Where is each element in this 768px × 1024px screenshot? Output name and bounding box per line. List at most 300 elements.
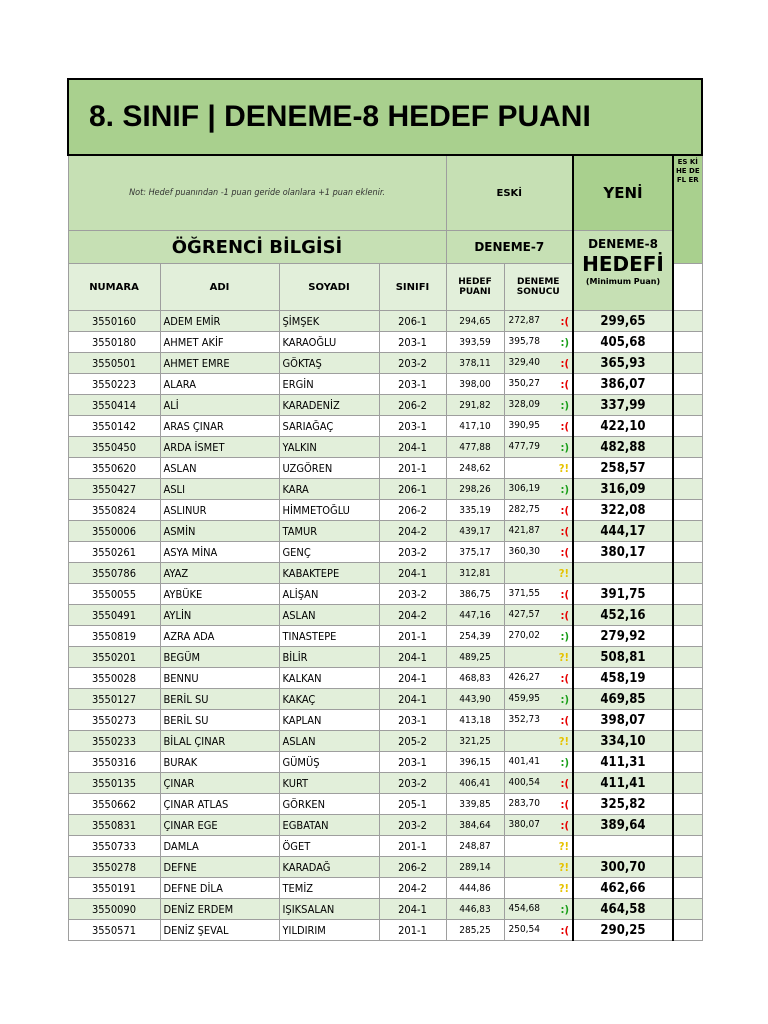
deneme-sonucu-cell [504,332,573,353]
sinifi-cell: 204-1 [379,668,446,689]
soyadi-cell: GÜMÜŞ [279,752,379,773]
eski-hedef-cell [673,332,702,353]
deneme7-header: DENEME-7 [446,231,573,264]
blank-cell [673,264,702,311]
happy-face-icon: :) [560,482,569,496]
yeni-header: YENİ [573,155,673,231]
deneme8-hedef-cell: 464,58 [573,899,673,920]
col-header-sinifi: SINIFI [379,264,446,311]
col-header-hedef-puani: HEDEF PUANI [446,264,504,311]
deneme-sonucu-value: 459,95 [508,692,540,704]
eski-hedef-cell [673,521,702,542]
deneme-sonucu-value: 329,40 [508,356,540,368]
adi-cell: BERİL SU [160,710,279,731]
deneme8-hedef-cell: 389,64 [573,815,673,836]
adi-cell: AYAZ [160,563,279,584]
hedef-puani-cell: 406,41 [446,773,504,794]
soyadi-cell: TEMİZ [279,878,379,899]
sinifi-cell: 203-1 [379,752,446,773]
numara-cell: 3550127 [68,689,160,710]
deneme-sonucu-value: 427,57 [508,608,540,620]
soyadi-cell: KARADENİZ [279,395,379,416]
sinifi-cell: 203-2 [379,773,446,794]
deneme-sonucu-cell [504,605,573,626]
soyadi-cell: KARAOĞLU [279,332,379,353]
sinifi-cell: 204-1 [379,899,446,920]
eski-hedef-cell [673,773,702,794]
adi-cell: AHMET AKİF [160,332,279,353]
hedef-puani-cell: 248,87 [446,836,504,857]
table-row [68,689,702,710]
sad-face-icon: :( [560,608,569,622]
adi-cell: ASYA MİNA [160,542,279,563]
eski-hedef-cell [673,647,702,668]
sad-face-icon: :( [560,776,569,790]
deneme-sonucu-cell [504,836,573,857]
table-row [68,584,702,605]
unknown-status-icon: ?! [558,461,569,475]
table-row [68,416,702,437]
table-row [68,605,702,626]
happy-face-icon: :) [560,440,569,454]
happy-face-icon: :) [560,629,569,643]
table-row [68,857,702,878]
deneme-sonucu-cell [504,794,573,815]
numara-cell: 3550316 [68,752,160,773]
deneme-sonucu-cell [504,395,573,416]
sinifi-cell: 201-1 [379,626,446,647]
soyadi-cell: KARA [279,479,379,500]
deneme-sonucu-cell [504,521,573,542]
deneme-sonucu-cell [504,458,573,479]
sad-face-icon: :( [560,503,569,517]
table-row [68,563,702,584]
sinifi-cell: 203-2 [379,815,446,836]
sinifi-cell: 203-1 [379,710,446,731]
eski-header: ESKİ [446,155,573,231]
deneme8-hedef-cell: 334,10 [573,731,673,752]
hedef-title: HEDEFİ [582,252,664,276]
deneme-sonucu-value: 454,68 [508,902,540,914]
deneme-sonucu-cell [504,920,573,941]
eski-hedef-cell [673,500,702,521]
deneme-sonucu-value: 283,70 [508,797,540,809]
adi-cell: ADEM EMİR [160,311,279,332]
numara-cell: 3550662 [68,794,160,815]
numara-cell: 3550491 [68,605,160,626]
deneme8-hedef-cell: 279,92 [573,626,673,647]
happy-face-icon: :) [560,755,569,769]
soyadi-cell: HİMMETOĞLU [279,500,379,521]
eski-hedef-cell [673,458,702,479]
deneme8-hedef-cell: 411,31 [573,752,673,773]
hedef-puani-cell: 477,88 [446,437,504,458]
deneme-sonucu-cell [504,353,573,374]
deneme-sonucu-value: 426,27 [508,671,540,683]
deneme8-hedef-cell: 300,70 [573,857,673,878]
eski-hedef-cell [673,353,702,374]
hedef-puani-cell: 254,39 [446,626,504,647]
soyadi-cell: KARADAĞ [279,857,379,878]
numara-cell: 3550824 [68,500,160,521]
deneme8-hedef-cell: 444,17 [573,521,673,542]
deneme-sonucu-cell [504,311,573,332]
eski-hedef-cell [673,311,702,332]
deneme-sonucu-cell [504,479,573,500]
adi-cell: ÇINAR EGE [160,815,279,836]
sinifi-cell: 201-1 [379,458,446,479]
deneme-sonucu-value: 395,78 [508,335,540,347]
table-row [68,332,702,353]
deneme-sonucu-value: 380,07 [508,818,540,830]
sad-face-icon: :( [560,818,569,832]
sinifi-cell: 204-2 [379,605,446,626]
deneme-sonucu-cell [504,857,573,878]
table-row [68,311,702,332]
numara-cell: 3550501 [68,353,160,374]
deneme-sonucu-value: 477,79 [508,440,540,452]
eski-hedef-cell [673,899,702,920]
soyadi-cell: GÖKTAŞ [279,353,379,374]
table-row [68,668,702,689]
hedef-puani-cell: 444,86 [446,878,504,899]
hedef-puani-cell: 443,90 [446,689,504,710]
soyadi-cell: TINASTEPE [279,626,379,647]
deneme-sonucu-value: 352,73 [508,713,540,725]
adi-cell: ASLINUR [160,500,279,521]
numara-cell: 3550180 [68,332,160,353]
deneme-sonucu-value: 270,02 [508,629,540,641]
table-row [68,878,702,899]
sinifi-cell: 204-2 [379,878,446,899]
happy-face-icon: :) [560,902,569,916]
deneme-sonucu-cell [504,437,573,458]
deneme-sonucu-cell [504,584,573,605]
deneme-sonucu-value: 282,75 [508,503,540,515]
deneme8-hedef-cell: 458,19 [573,668,673,689]
numara-cell: 3550160 [68,311,160,332]
deneme-sonucu-cell [504,500,573,521]
deneme8-hedef-cell: 452,16 [573,605,673,626]
adi-cell: AZRA ADA [160,626,279,647]
table-row [68,374,702,395]
deneme-sonucu-cell [504,773,573,794]
table-row [68,479,702,500]
eski-hedef-cell [673,395,702,416]
numara-cell: 3550201 [68,647,160,668]
soyadi-cell: ÖGET [279,836,379,857]
deneme-sonucu-cell [504,878,573,899]
hedef-puani-cell: 447,16 [446,605,504,626]
table-row [68,353,702,374]
page-title: 8. SINIF | DENEME-8 HEDEF PUANI [68,79,702,155]
sinifi-cell: 204-1 [379,437,446,458]
table-row [68,773,702,794]
sinifi-cell: 204-2 [379,521,446,542]
soyadi-cell: ŞİMŞEK [279,311,379,332]
eski-hedef-cell [673,920,702,941]
eski-hedef-cell [673,857,702,878]
table-row [68,500,702,521]
hedef-puani-cell: 298,26 [446,479,504,500]
sinifi-cell: 204-1 [379,563,446,584]
hedef-puani-cell: 439,17 [446,521,504,542]
deneme-sonucu-value: 306,19 [508,482,540,494]
table-row [68,731,702,752]
deneme8-hedef-cell: 299,65 [573,311,673,332]
unknown-status-icon: ?! [558,566,569,580]
numara-cell: 3550831 [68,815,160,836]
hedef-puani-cell: 384,64 [446,815,504,836]
soyadi-cell: GÖRKEN [279,794,379,815]
hedef-puani-cell: 291,82 [446,395,504,416]
sinifi-cell: 203-2 [379,353,446,374]
numara-cell: 3550006 [68,521,160,542]
unknown-status-icon: ?! [558,881,569,895]
hedef-puani-cell: 386,75 [446,584,504,605]
soyadi-cell: BİLİR [279,647,379,668]
col-header-adi: ADI [160,264,279,311]
hedef-puani-cell: 321,25 [446,731,504,752]
unknown-status-icon: ?! [558,860,569,874]
eski-hedef-cell [673,689,702,710]
hedef-puani-cell: 285,25 [446,920,504,941]
sad-face-icon: :( [560,587,569,601]
deneme-sonucu-cell [504,710,573,731]
deneme-sonucu-cell [504,689,573,710]
deneme8-hedef-cell: 322,08 [573,500,673,521]
hedef-puani-cell: 248,62 [446,458,504,479]
eski-hedef-cell [673,584,702,605]
numara-cell: 3550142 [68,416,160,437]
numara-cell: 3550733 [68,836,160,857]
numara-cell: 3550571 [68,920,160,941]
numara-cell: 3550819 [68,626,160,647]
eski-hedef-cell [673,626,702,647]
table-row [68,794,702,815]
deneme-sonucu-cell [504,668,573,689]
eski-hedef-cell [673,815,702,836]
deneme-sonucu-cell [504,899,573,920]
col-header-deneme-sonucu: DENEME SONUCU [504,264,573,311]
numara-cell: 3550278 [68,857,160,878]
table-row [68,647,702,668]
deneme8-hedef-cell: 380,17 [573,542,673,563]
sinifi-cell: 206-1 [379,311,446,332]
deneme-sonucu-value: 328,09 [508,398,540,410]
table-row [68,836,702,857]
deneme8-hedef-cell: 482,88 [573,437,673,458]
sinifi-cell: 204-1 [379,689,446,710]
soyadi-cell: UZGÖREN [279,458,379,479]
sinifi-cell: 205-1 [379,794,446,815]
sinifi-cell: 205-2 [379,731,446,752]
deneme8-hedef-cell: 290,25 [573,920,673,941]
col-header-soyadi: SOYADI [279,264,379,311]
soyadi-cell: TAMUR [279,521,379,542]
deneme8-title: DENEME-8 [588,237,658,251]
sinifi-cell: 203-1 [379,332,446,353]
table-row [68,395,702,416]
table-row [68,626,702,647]
deneme-sonucu-cell [504,731,573,752]
sad-face-icon: :( [560,356,569,370]
deneme-sonucu-cell [504,542,573,563]
hedef-puani-cell: 413,18 [446,710,504,731]
deneme-sonucu-value: 250,54 [508,923,540,935]
sinifi-cell: 203-2 [379,542,446,563]
adi-cell: BEGÜM [160,647,279,668]
soyadi-cell: KAPLAN [279,710,379,731]
deneme8-hedef-cell: 316,09 [573,479,673,500]
soyadi-cell: YALKIN [279,437,379,458]
numara-cell: 3550191 [68,878,160,899]
soyadi-cell: YILDIRIM [279,920,379,941]
table-row [68,710,702,731]
deneme8-hedef-cell: 422,10 [573,416,673,437]
table-row [68,521,702,542]
numara-cell: 3550223 [68,374,160,395]
adi-cell: ALİ [160,395,279,416]
deneme-sonucu-value: 350,27 [508,377,540,389]
student-info-header: ÖĞRENCİ BİLGİSİ [68,231,446,264]
adi-cell: AHMET EMRE [160,353,279,374]
soyadi-cell: IŞIKSALAN [279,899,379,920]
sinifi-cell: 201-1 [379,836,446,857]
sad-face-icon: :( [560,671,569,685]
eski-hedef-cell [673,836,702,857]
soyadi-cell: KABAKTEPE [279,563,379,584]
soyadi-cell: KALKAN [279,668,379,689]
deneme-sonucu-value: 272,87 [508,314,540,326]
unknown-status-icon: ?! [558,734,569,748]
hedef-puani-cell: 339,85 [446,794,504,815]
deneme8-hedef-cell: 337,99 [573,395,673,416]
adi-cell: AYBÜKE [160,584,279,605]
numara-cell: 3550135 [68,773,160,794]
hedef-puani-cell: 312,81 [446,563,504,584]
adi-cell: AYLİN [160,605,279,626]
deneme-sonucu-value: 371,55 [508,587,540,599]
eski-hedef-cell [673,542,702,563]
numara-cell: 3550414 [68,395,160,416]
deneme8-hedef-cell: 386,07 [573,374,673,395]
note-text: Not: Hedef puanından -1 puan geride olanlara +1 puan eklenir. [68,155,446,231]
adi-cell: ALARA [160,374,279,395]
sad-face-icon: :( [560,545,569,559]
eski-hedef-cell [673,479,702,500]
happy-face-icon: :) [560,398,569,412]
table-row [68,437,702,458]
target-score-table [67,78,703,941]
numara-cell: 3550090 [68,899,160,920]
deneme-sonucu-value: 390,95 [508,419,540,431]
adi-cell: DENİZ ERDEM [160,899,279,920]
adi-cell: BİLAL ÇINAR [160,731,279,752]
eski-hedef-cell [673,416,702,437]
sad-face-icon: :( [560,524,569,538]
hedef-puani-cell: 489,25 [446,647,504,668]
adi-cell: ARDA İSMET [160,437,279,458]
soyadi-cell: EGBATAN [279,815,379,836]
hedef-puani-cell: 335,19 [446,500,504,521]
soyadi-cell: ALİŞAN [279,584,379,605]
sad-face-icon: :( [560,314,569,328]
adi-cell: ÇINAR ATLAS [160,794,279,815]
hedef-puani-cell: 398,00 [446,374,504,395]
adi-cell: ARAS ÇINAR [160,416,279,437]
sinifi-cell: 206-2 [379,857,446,878]
sad-face-icon: :( [560,713,569,727]
soyadi-cell: ERGİN [279,374,379,395]
numara-cell: 3550233 [68,731,160,752]
numara-cell: 3550450 [68,437,160,458]
hedef-puani-cell: 446,83 [446,899,504,920]
deneme8-hedef-cell [573,563,673,584]
adi-cell: BERİL SU [160,689,279,710]
soyadi-cell: ASLAN [279,731,379,752]
adi-cell: DENİZ ŞEVAL [160,920,279,941]
deneme8-hedef-cell: 469,85 [573,689,673,710]
happy-face-icon: :) [560,335,569,349]
hedef-puani-cell: 289,14 [446,857,504,878]
numara-cell: 3550028 [68,668,160,689]
adi-cell: ASMİN [160,521,279,542]
table-row [68,920,702,941]
deneme8-hedef-cell [573,836,673,857]
sad-face-icon: :( [560,923,569,937]
sinifi-cell: 206-2 [379,395,446,416]
deneme-sonucu-cell [504,626,573,647]
happy-face-icon: :) [560,692,569,706]
soyadi-cell: ASLAN [279,605,379,626]
sad-face-icon: :( [560,797,569,811]
deneme-sonucu-value: 421,87 [508,524,540,536]
deneme8-hedef-cell: 411,41 [573,773,673,794]
col-header-numara: NUMARA [68,264,160,311]
deneme-sonucu-cell [504,647,573,668]
deneme-sonucu-cell [504,752,573,773]
hedef-puani-cell: 417,10 [446,416,504,437]
sinifi-cell: 203-2 [379,584,446,605]
minimum-puan-subtitle: (Minimum Puan) [585,277,661,286]
hedef-puani-cell: 393,59 [446,332,504,353]
sinifi-cell: 206-1 [379,479,446,500]
eski-hedefler-vertical-label: ES Kİ HE DE FL ER [673,155,702,264]
eski-hedef-cell [673,731,702,752]
deneme-sonucu-cell [504,815,573,836]
soyadi-cell: SARIAĞAÇ [279,416,379,437]
unknown-status-icon: ?! [558,650,569,664]
deneme8-hedef-cell: 365,93 [573,353,673,374]
deneme-sonucu-value: 401,41 [508,755,540,767]
adi-cell: ASLI [160,479,279,500]
hedef-puani-cell: 294,65 [446,311,504,332]
deneme-sonucu-value: 360,30 [508,545,540,557]
deneme8-hedef-cell: 398,07 [573,710,673,731]
table-row [68,752,702,773]
numara-cell: 3550427 [68,479,160,500]
adi-cell: BURAK [160,752,279,773]
deneme-sonucu-cell [504,563,573,584]
eski-hedef-cell [673,794,702,815]
sinifi-cell: 204-1 [379,647,446,668]
soyadi-cell: GENÇ [279,542,379,563]
sinifi-cell: 201-1 [379,920,446,941]
numara-cell: 3550261 [68,542,160,563]
hedef-puani-cell: 468,83 [446,668,504,689]
numara-cell: 3550620 [68,458,160,479]
